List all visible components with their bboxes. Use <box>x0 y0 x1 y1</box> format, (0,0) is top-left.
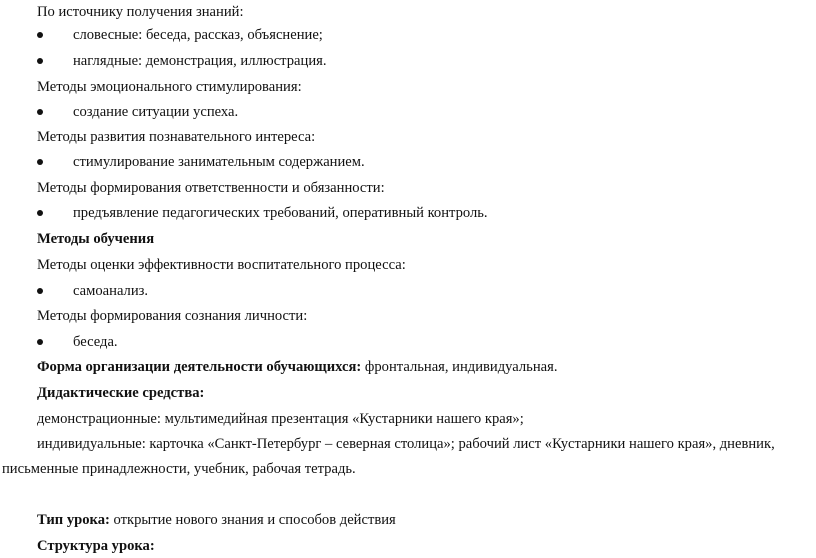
bullet-success: создание ситуации успеха. <box>73 104 239 120</box>
bullet-icon <box>37 109 43 115</box>
heading-emotional: Методы эмоционального стимулирования: <box>37 79 302 95</box>
bullet-self-analysis: самоанализ. <box>73 283 149 299</box>
bullet-conversation: беседа. <box>73 334 118 350</box>
bullet-icon <box>37 210 43 216</box>
bullet-icon <box>37 159 43 165</box>
bullet-icon <box>37 32 43 38</box>
heading-knowledge-source: По источнику получения знаний: <box>37 4 244 20</box>
heading-didactic-means: Дидактические средства: <box>37 385 205 401</box>
didactic-individual-continued: письменные принадлежности, учебник, рабочая тетрадь. <box>2 461 356 477</box>
bullet-visual: наглядные: демонстрация, иллюстрация. <box>73 53 327 69</box>
bullet-entertaining: стимулирование занимательным содержанием. <box>73 154 365 170</box>
lesson-type <box>37 511 396 529</box>
heading-consciousness: Методы формирования сознания личности: <box>37 308 308 324</box>
heading-teaching-methods: Методы обучения <box>37 231 155 247</box>
bullet-icon <box>37 339 43 345</box>
heading-responsibility: Методы формирования ответственности и обязанности: <box>37 180 385 196</box>
didactic-demonstration: демонстрационные: мультимедийная презентация «Кустарники нашего края»; <box>37 411 524 427</box>
organization-form <box>37 358 557 376</box>
organization-form-value: фронтальная, индивидуальная. <box>361 359 558 375</box>
lesson-type-label: Тип урока: <box>37 512 110 528</box>
bullet-icon <box>37 288 43 294</box>
bullet-icon <box>37 58 43 64</box>
lesson-type-value: открытие нового знания и способов действия <box>109 512 396 528</box>
heading-evaluation: Методы оценки эффективности воспитательного процесса: <box>37 257 406 273</box>
heading-lesson-structure: Структура урока: <box>37 538 155 554</box>
bullet-verbal: словесные: беседа, рассказ, объяснение; <box>73 27 323 43</box>
heading-cognitive-interest: Методы развития познавательного интереса: <box>37 129 316 145</box>
organization-form-label: Форма организации деятельности обучающихся: <box>37 359 362 375</box>
didactic-individual: индивидуальные: карточка «Санкт-Петербург – северная столица»; рабочий лист «Кустарники нашего края», дневник, <box>37 436 775 452</box>
bullet-requirements: предъявление педагогических требований, оперативный контроль. <box>73 205 488 221</box>
